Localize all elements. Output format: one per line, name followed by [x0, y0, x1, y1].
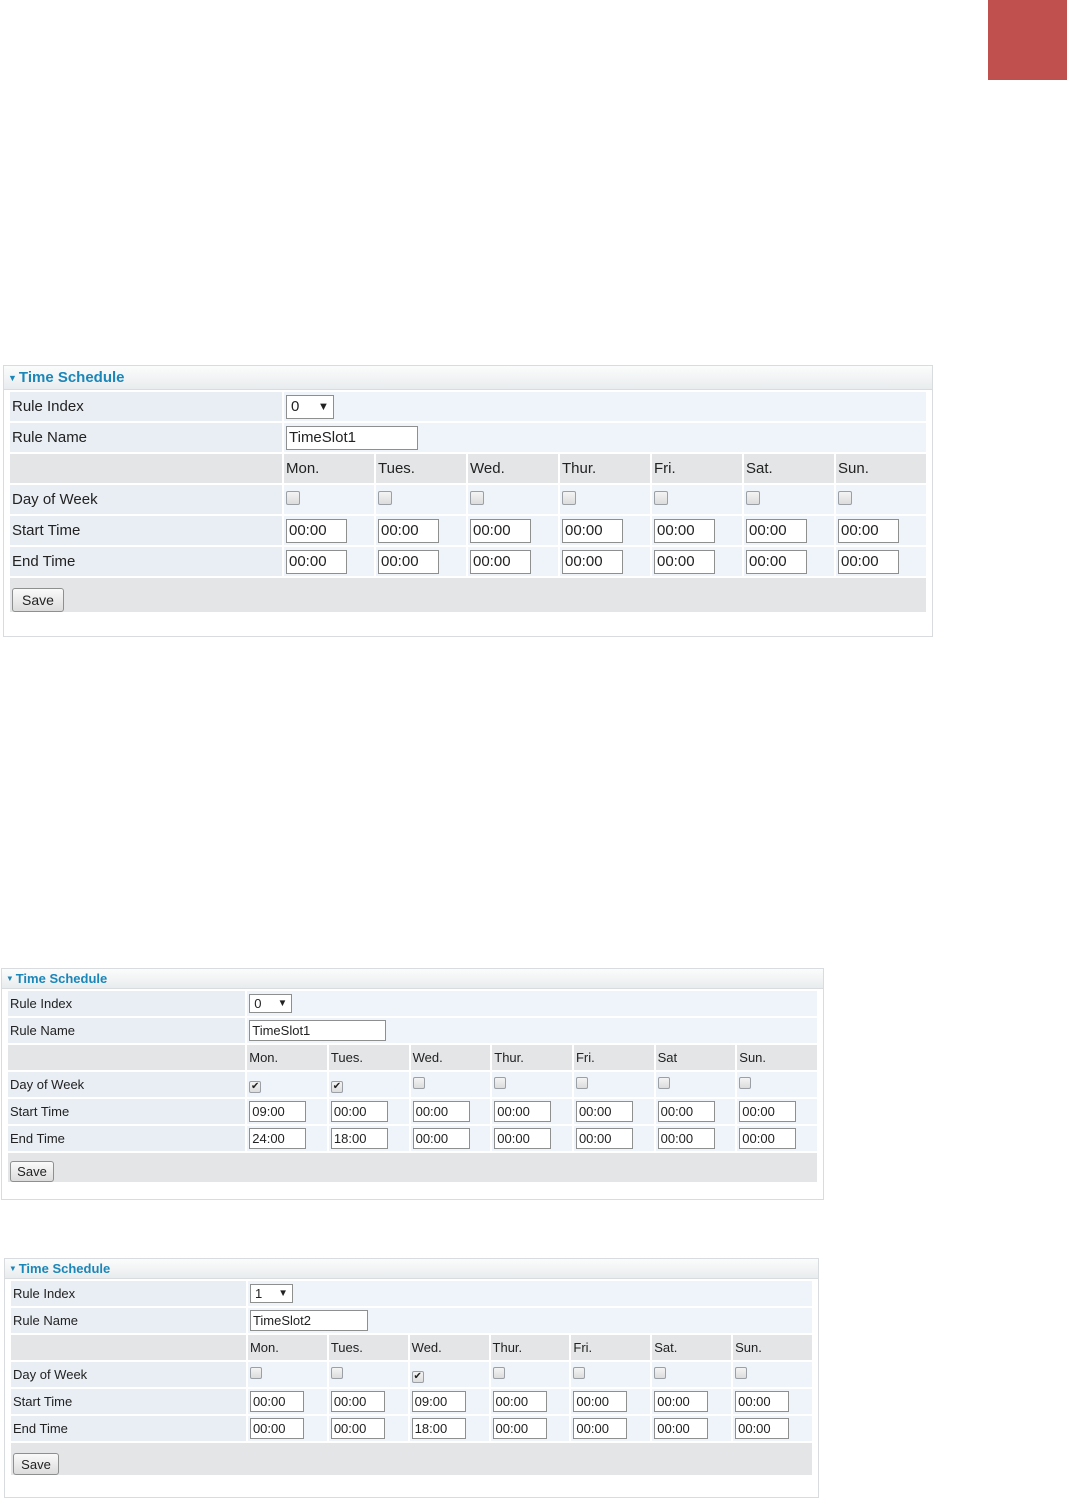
collapse-triangle-icon[interactable]: ▼ — [9, 1264, 17, 1273]
rule-index-label: Rule Index — [10, 392, 282, 421]
start-time-row — [10, 516, 926, 545]
rule-index-select[interactable] — [250, 1284, 293, 1303]
end-time-input[interactable] — [378, 550, 439, 574]
day-checkbox[interactable] — [331, 1367, 343, 1379]
footer-row — [8, 1153, 817, 1182]
time-schedule-panel — [1, 968, 824, 1200]
end-time-input[interactable] — [654, 1418, 708, 1439]
day-header: Thur. — [560, 454, 650, 483]
end-time-input[interactable] — [470, 550, 531, 574]
start-time-input[interactable] — [493, 1391, 547, 1412]
day-header: Wed. — [410, 1335, 489, 1360]
day-header-row — [11, 1335, 812, 1360]
end-time-input[interactable] — [739, 1128, 796, 1149]
save-button[interactable]: Save — [13, 1453, 59, 1475]
day-header: Mon. — [248, 1335, 327, 1360]
day-header: Sun. — [733, 1335, 812, 1360]
day-of-week-row — [10, 485, 926, 514]
rule-index-row — [10, 392, 926, 421]
start-time-row — [11, 1389, 812, 1414]
rule-index-select[interactable] — [286, 395, 334, 419]
start-time-input[interactable] — [576, 1101, 633, 1122]
start-time-input[interactable] — [562, 519, 623, 543]
day-checkbox[interactable] — [739, 1077, 751, 1089]
day-header: Tues. — [329, 1045, 409, 1070]
rule-index-label: Rule Index — [11, 1281, 246, 1306]
day-of-week-row — [8, 1072, 817, 1097]
rule-name-input[interactable] — [249, 1020, 386, 1041]
corner-accent-block — [988, 0, 1067, 80]
end-time-input[interactable] — [576, 1128, 633, 1149]
start-time-input[interactable] — [378, 519, 439, 543]
collapse-triangle-icon[interactable]: ▼ — [8, 372, 17, 383]
start-time-input[interactable] — [746, 519, 807, 543]
rule-name-input[interactable] — [250, 1310, 368, 1331]
day-checkbox[interactable] — [654, 1367, 666, 1379]
day-header: Mon. — [284, 454, 374, 483]
end-time-input[interactable] — [331, 1418, 385, 1439]
rule-index-value: 0 — [254, 996, 262, 1011]
end-time-input[interactable] — [654, 550, 715, 574]
rule-name-row — [8, 1018, 817, 1043]
day-checkbox[interactable] — [250, 1367, 262, 1379]
end-time-input[interactable] — [493, 1418, 547, 1439]
collapse-triangle-icon[interactable]: ▼ — [6, 974, 14, 983]
rule-index-select[interactable] — [249, 994, 292, 1013]
day-checkbox[interactable] — [573, 1367, 585, 1379]
footer-row — [10, 578, 926, 612]
day-checkbox[interactable] — [378, 491, 392, 505]
end-time-label: End Time — [10, 547, 282, 576]
start-time-input[interactable] — [413, 1101, 470, 1122]
day-of-week-label: Day of Week — [10, 485, 282, 514]
time-schedule-panel — [4, 1258, 819, 1498]
day-header: Tues. — [376, 454, 466, 483]
panel-header[interactable] — [4, 366, 932, 390]
day-checkbox[interactable] — [576, 1077, 588, 1089]
panel-header[interactable] — [5, 1259, 818, 1279]
day-header: Sat. — [744, 454, 834, 483]
day-header: Thur. — [492, 1045, 572, 1070]
rule-index-value: 0 — [291, 398, 300, 415]
day-checkbox[interactable] — [494, 1077, 506, 1089]
header-blank-cell — [8, 1045, 245, 1070]
day-checkbox[interactable] — [658, 1077, 670, 1089]
day-header: Mon. — [247, 1045, 327, 1070]
rule-index-label: Rule Index — [8, 991, 245, 1016]
start-time-input[interactable] — [249, 1101, 306, 1122]
end-time-input[interactable] — [413, 1128, 470, 1149]
start-time-input[interactable] — [838, 519, 899, 543]
footer-row — [11, 1443, 812, 1475]
schedule-table — [6, 989, 819, 1184]
dropdown-arrow-icon: ▼ — [278, 1288, 288, 1299]
header-blank-cell — [11, 1335, 246, 1360]
end-time-input[interactable] — [250, 1418, 304, 1439]
end-time-input[interactable] — [746, 550, 807, 574]
schedule-table — [9, 1279, 814, 1477]
start-time-input[interactable] — [470, 519, 531, 543]
start-time-input[interactable] — [250, 1391, 304, 1412]
dropdown-arrow-icon: ▼ — [277, 998, 288, 1009]
panel-title: Time Schedule — [18, 1261, 111, 1276]
day-header-row — [8, 1045, 817, 1070]
start-time-input[interactable] — [739, 1101, 796, 1122]
start-time-input[interactable] — [331, 1391, 385, 1412]
day-checkbox[interactable] — [735, 1367, 747, 1379]
day-checkbox-checked[interactable]: ✔ — [251, 1080, 260, 1092]
day-checkbox[interactable] — [286, 491, 300, 505]
day-header: Sun. — [737, 1045, 817, 1070]
day-checkbox[interactable] — [493, 1367, 505, 1379]
end-time-row — [10, 547, 926, 576]
start-time-input[interactable] — [735, 1391, 789, 1412]
start-time-label: Start Time — [8, 1099, 245, 1124]
end-time-input[interactable] — [286, 550, 347, 574]
rule-index-row — [8, 991, 817, 1016]
rule-name-label: Rule Name — [11, 1308, 246, 1333]
time-schedule-panel — [3, 365, 933, 637]
rule-name-label: Rule Name — [10, 423, 282, 452]
start-time-input[interactable] — [654, 1391, 708, 1412]
day-checkbox[interactable] — [654, 491, 668, 505]
day-header: Sat. — [652, 1335, 731, 1360]
start-time-input[interactable] — [494, 1101, 551, 1122]
panel-title: Time Schedule — [15, 971, 108, 986]
day-checkbox[interactable] — [470, 491, 484, 505]
start-time-row — [8, 1099, 817, 1124]
end-time-input[interactable] — [735, 1418, 789, 1439]
start-time-input[interactable] — [654, 519, 715, 543]
save-button[interactable]: Save — [12, 588, 64, 612]
day-checkbox[interactable] — [562, 491, 576, 505]
rule-name-label: Rule Name — [8, 1018, 245, 1043]
day-header: Wed. — [468, 454, 558, 483]
day-header: Wed. — [411, 1045, 491, 1070]
day-header: Fri. — [571, 1335, 650, 1360]
day-checkbox[interactable] — [746, 491, 760, 505]
start-time-input[interactable] — [331, 1101, 388, 1122]
day-header: Sat — [656, 1045, 736, 1070]
day-checkbox-checked[interactable]: ✔ — [413, 1370, 422, 1382]
day-header: Fri. — [652, 454, 742, 483]
start-time-label: Start Time — [11, 1389, 246, 1414]
end-time-input[interactable] — [573, 1418, 627, 1439]
panel-title: Time Schedule — [18, 369, 125, 386]
end-time-input[interactable] — [412, 1418, 466, 1439]
day-checkbox-checked[interactable]: ✔ — [332, 1080, 342, 1092]
end-time-row — [8, 1126, 817, 1151]
day-header-row — [10, 454, 926, 483]
day-checkbox[interactable] — [838, 491, 852, 505]
end-time-label: End Time — [8, 1126, 245, 1151]
end-time-label: End Time — [11, 1416, 246, 1441]
end-time-input[interactable] — [331, 1128, 388, 1149]
schedule-table — [8, 390, 928, 614]
end-time-input[interactable] — [249, 1128, 306, 1149]
rule-name-row — [10, 423, 926, 452]
start-time-input[interactable] — [573, 1391, 627, 1412]
day-checkbox[interactable] — [413, 1077, 425, 1089]
end-time-input[interactable] — [658, 1128, 715, 1149]
day-of-week-label: Day of Week — [11, 1362, 246, 1387]
start-time-label: Start Time — [10, 516, 282, 545]
day-of-week-label: Day of Week — [8, 1072, 245, 1097]
start-time-input[interactable] — [412, 1391, 466, 1412]
rule-index-row — [11, 1281, 812, 1306]
end-time-row — [11, 1416, 812, 1441]
header-blank-cell — [10, 454, 282, 483]
day-header: Tues. — [329, 1335, 408, 1360]
dropdown-arrow-icon: ▼ — [317, 400, 329, 413]
rule-name-row — [11, 1308, 812, 1333]
day-header: Sun. — [836, 454, 926, 483]
rule-name-input[interactable] — [286, 426, 418, 450]
start-time-input[interactable] — [658, 1101, 715, 1122]
panel-header[interactable] — [2, 969, 823, 989]
day-of-week-row — [11, 1362, 812, 1387]
rule-index-value: 1 — [254, 1286, 263, 1301]
day-header: Thur. — [491, 1335, 570, 1360]
day-header: Fri. — [574, 1045, 654, 1070]
end-time-input[interactable] — [562, 550, 623, 574]
save-button[interactable]: Save — [10, 1161, 54, 1182]
end-time-input[interactable] — [838, 550, 899, 574]
end-time-input[interactable] — [494, 1128, 551, 1149]
start-time-input[interactable] — [286, 519, 347, 543]
